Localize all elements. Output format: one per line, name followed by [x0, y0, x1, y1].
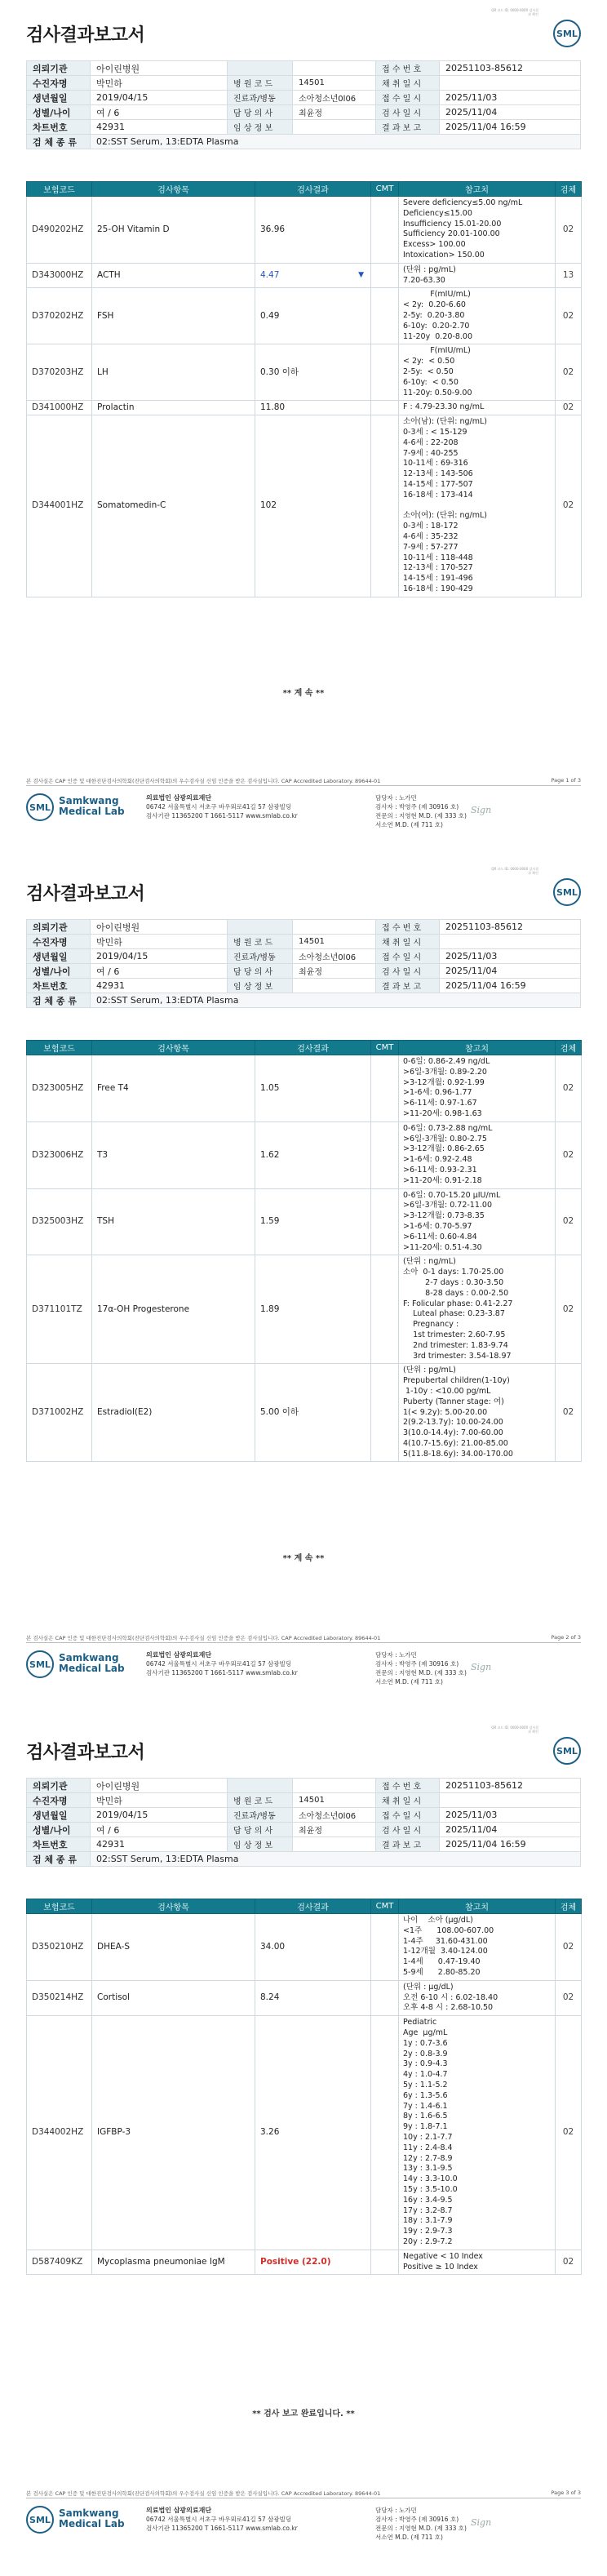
test-name: TSH [92, 1188, 255, 1255]
reference-range: (단위 : pg/mL) Prepubertal children(1-10y) 1-10y : <10.00 pg/mL Puberty (Tanner stage: 여) 1(< 9.2y): 5.00-20.00 2(9.2-13.7y): 10.00-24.00 3(10.0-14.4y): 7.00-60.00 4(10.7-15.6y): 21.00-85.00 5(11.8-18.6y): 34.00-170.00 [399, 1364, 556, 1462]
sml-logo-icon: SML [26, 793, 54, 821]
result-value: 36.96 [260, 224, 286, 234]
result-value: 1.62 [260, 1149, 280, 1160]
footer-logo: SML Samkwang Medical Lab [26, 792, 132, 824]
test-name: ACTH [92, 263, 255, 288]
insurance-code: D344002HZ [27, 2016, 92, 2250]
insurance-code: D323005HZ [27, 1055, 92, 1122]
table-row [27, 1188, 582, 1255]
insurance-code: D341000HZ [27, 401, 92, 415]
table-row [27, 1055, 582, 1122]
results-table-page-2: 보험코드 검사항목 검사결과 CMT 참고치 검체 D323005HZ Free T4 1.05 0-6일: 0.86-2.49 ng/dL >6일-3개월: 0.89-2.20 >3-12개월: 0.92-1.99 >1-6세: 0.96-1.77 >6-11세: 0.97-1.67 >11-20세: 0.98-1.63 02 D323006HZ T3 1.62 0-6일: 0.73-2.88 ng/mL >6일-3개월: 0.80-2.75 >3-12개월: 0.86-2.65 >1-6세: 0.92-2.48 >6-11세: 0.93-2.31 >11-20세: 0.91-2.18 02 D325003HZ TSH 1.59 0-6일: 0.70-15.20 μIU/mL >6일-3개월: 0.72-11.00 >3-12개월: 0.73-8.35 >1-6세: 0.70-5.97 >6-11세: 0.60-4.84 >11-20세: 0.51-4.30 02 D371101TZ 17α-OH Progesterone 1.89 (단위 : ng/mL) 소아 0-1 days: 1.70-25.00 2-7 days : 0.30-3.50 8-28 days : 0.00-2.50 F: Folicular phase: 0.41-2.27 Luteal phase: 0.23-3.87 Pregnancy : 1st trimester: 2.60-7.95 2nd trimester: 1.83-9.74 3rd trimester: 3.54-18.97 02 D371002HZ Estradiol(E2) 5.00 이하 (단위 : pg/mL) Prepubertal children(1-10y) 1-10y : <10.00 pg/mL Puberty (Tanner stage: 여) 1(< 9.2y): 5.00-20.00 2(9.2-13.7y): 10.00-24.00 3(10.0-14.4y): 7.00-60.00 4(10.7-15.6y): 21.00-85.00 5(11.8-18.6y): 34.00-170.00 02 [26, 1040, 582, 1462]
specimen-code: 02 [556, 1364, 582, 1462]
specimen-code: 02 [556, 1121, 582, 1188]
reference-range: 소아(남): (단위: ng/mL) 0-3세 : < 15-129 4-6세 : 22-208 7-9세 : 40-255 10-11세 : 69-316 12-13세 : 143-506 14-15세 : 177-507 16-18세 : 173-414 소아(여): (단위: ng/mL) 0-3세 : 18-172 4-6세 : 35-232 7-9세 : 57-277 10-11세 : 118-448 12-13세 : 170-527 14-15세 : 191-496 16-18세 : 190-429 [399, 415, 556, 597]
specimen-code: 13 [556, 263, 582, 288]
insurance-code: D325003HZ [27, 1188, 92, 1255]
reference-range: (단위 : μg/dL) 오전 6-10 시 : 6.02-18.40 오후 4-8 시 : 2.68-10.50 [399, 1980, 556, 2015]
specimen-code: 02 [556, 344, 582, 401]
comment [371, 1980, 399, 2015]
test-name: 25-OH Vitamin D [92, 197, 255, 264]
test-result [255, 263, 371, 288]
end-text: ** 검사 보고 완료입니다. ** [252, 2409, 355, 2418]
insurance-code: D371101TZ [27, 1255, 92, 1364]
test-name: LH [92, 344, 255, 401]
patient-info-table: 의뢰기관 아이린병원 접 수 번 호 20251103-85612 수진자명 박민하 병 원 코 드 14501 채 취 일 시 생년월일 2019/04/15 진료과/병동 소아청소년0l06 접 수 일 시 2025/11/03 성별/나이 여 / 6 담 당 의 사 최윤정 검 사 일 시 2025/11/04 차트번호 42931 임 상 정 보 결 과 보 고 2025/11/04 16:59 검 체 종 류 02:SST Serum, 13:EDTA Plasma [26, 60, 581, 149]
test-name: FSH [92, 288, 255, 344]
signature-icon: Sign [471, 2517, 492, 2528]
insurance-code: D371002HZ [27, 1364, 92, 1462]
table-row [27, 2016, 582, 2250]
sml-logo-icon: SML [553, 20, 581, 47]
patient-name: 박민하 [91, 76, 228, 91]
specimen-code: 02 [556, 288, 582, 344]
table-row [27, 344, 582, 401]
continue-text: ** 계 속 ** [282, 689, 325, 698]
sml-logo-icon: SML [26, 2506, 54, 2534]
results-table-page-1: 보험코드 검사항목 검사결과 CMT 참고치 검체 D490202HZ 25-OH Vitamin D 36.96 Severe deficiency≤5.00 ng/mL Deficiency≤15.00 Insufficiency 15.01-20.00 Sufficiency 20.01-100.00 Excess> 100.00 Intoxication> 150.00 02 D343000HZ ACTH ▼ 4.47 (단위 : pg/mL) 7.20-63.30 13 D370202HZ FSH 0.49 F(mIU/mL) < 2y: 0.20-6.60 2-5y: 0.20-3.80 6-10y: 0.20-2.70 11-20y 0.20-8.00 02 D370203HZ LH 0.30 이하 F(mIU/mL) < 2y: < 0.50 2-5y: < 0.50 6-10y: < 0.50 11-20y: 0.50-9.00 02 D341000HZ Prolactin 11.80 F : 4.79-23.30 ng/mL 02 D344001HZ Somatomedin-C 102 소아(남): (단위: ng/mL) 0-3세 : < 15-129 4-6세 : 22-208 7-9세 : 40-255 10-11세 : 69-316 12-13세 : 143-506 14-15세 : 177-507 16-18세 : 173-414 소아(여): (단위: ng/mL) 0-3세 : 18-172 4-6세 : 35-232 7-9세 : 57-277 10-11세 : 118-448 12-13세 : 170-527 14-15세 : 191-496 16-18세 : 190-429 02 [26, 181, 582, 597]
test-name: Mycoplasma pneumoniae IgM [92, 2250, 255, 2275]
result-value: 102 [260, 500, 277, 511]
comment [371, 1055, 399, 1122]
test-result [255, 1980, 371, 2015]
result-value: 5.00 이하 [260, 1407, 299, 1418]
test-result [255, 1255, 371, 1364]
insurance-code: D323006HZ [27, 1121, 92, 1188]
request-number: 20251103-85612 [440, 61, 581, 76]
report-header: 검사결과보고서 QR 코드 ID. 0000-0000 검사결과 확인 SML [26, 859, 581, 908]
test-name: Somatomedin-C [92, 415, 255, 597]
test-name: 17α-OH Progesterone [92, 1255, 255, 1364]
result-value: Positive (22.0) [260, 2257, 331, 2267]
table-row [27, 401, 582, 415]
insurance-code: D490202HZ [27, 197, 92, 264]
continue-text: ** 계 속 ** [282, 1554, 325, 1563]
insurance-code: D587409KZ [27, 2250, 92, 2275]
result-value: 3.26 [260, 2127, 280, 2138]
comment [371, 1364, 399, 1462]
comment [371, 344, 399, 401]
result-value: 4.47 [260, 270, 280, 281]
comment [371, 415, 399, 597]
result-value: 1.89 [260, 1304, 280, 1314]
specimen-code: 02 [556, 1055, 582, 1122]
page-number: Page 1 of 3 [551, 777, 581, 784]
test-result [255, 1055, 371, 1122]
footer-logo: SML Samkwang Medical Lab [26, 1649, 132, 1681]
reference-range: 0-6일: 0.70-15.20 μIU/mL >6일-3개월: 0.72-11.00 >3-12개월: 0.73-8.35 >1-6세: 0.70-5.97 >6-11세: 0.60-4.84 >11-20세: 0.51-4.30 [399, 1188, 556, 1255]
qr-note: QR 코드 ID. 0000-0000 검사결과 확인 [491, 8, 538, 16]
specimen-code: 02 [556, 415, 582, 597]
specimen-code: 02 [556, 1255, 582, 1364]
signature-icon: Sign [471, 1662, 492, 1672]
comment [371, 2016, 399, 2250]
insurance-code: D350214HZ [27, 1980, 92, 2015]
report-header: 검사결과보고서 QR 코드 ID. 0000-0000 검사결과 확인 SML [26, 1717, 581, 1766]
test-name: T3 [92, 1121, 255, 1188]
specimen-code: 02 [556, 2250, 582, 2275]
reference-range: F : 4.79-23.30 ng/mL [399, 401, 556, 415]
test-name: Free T4 [92, 1055, 255, 1122]
table-row [27, 1255, 582, 1364]
comment [371, 288, 399, 344]
reference-range: Severe deficiency≤5.00 ng/mL Deficiency≤15.00 Insufficiency 15.01-20.00 Sufficiency 20.01-100.00 Excess> 100.00 Intoxication> 150.00 [399, 197, 556, 264]
reference-range: (단위 : pg/mL) 7.20-63.30 [399, 263, 556, 288]
test-name: Estradiol(E2) [92, 1364, 255, 1462]
test-name: Prolactin [92, 401, 255, 415]
table-row [27, 415, 582, 597]
specimen-code: 02 [556, 1980, 582, 2015]
table-row [27, 197, 582, 264]
test-result [255, 1121, 371, 1188]
result-value: 8.24 [260, 1992, 280, 2003]
test-result [255, 1188, 371, 1255]
test-name: Cortisol [92, 1980, 255, 2015]
sml-logo-icon: SML [553, 1737, 581, 1765]
specimen-code: 02 [556, 197, 582, 264]
specimen-code: 02 [556, 1914, 582, 1981]
comment [371, 1914, 399, 1981]
table-row [27, 1121, 582, 1188]
result-value: 1.05 [260, 1082, 280, 1093]
comment [371, 401, 399, 415]
sml-logo-icon: SML [553, 878, 581, 906]
test-result [255, 344, 371, 401]
report-header [26, 0, 581, 49]
reference-range: Pediatric Age μg/mL 1y : 0.7-3.6 2y : 0.8-3.9 3y : 0.9-4.3 4y : 1.0-4.7 5y : 1.1-5.2 6y : 1.3-5.6 7y : 1.4-6.1 8y : 1.6-6.5 9y : 1.8-7.1 10y : 2.1-7.7 11y : 2.4-8.4 12y : 2.7-8.9 13y : 3.1-9.5 14y : 3.3-10.0 15y : 3.5-10.0 16y : 3.4-9.5 17y : 3.2-8.7 18y : 3.1-7.9 19y : 2.9-7.3 20y : 2.9-7.2 [399, 2016, 556, 2250]
sml-logo-icon: SML [26, 1650, 54, 1678]
reference-range: F(mIU/mL) < 2y: < 0.50 2-5y: < 0.50 6-10y: < 0.50 11-20y: 0.50-9.00 [399, 344, 556, 401]
patient-info-table: 의뢰기관 아이린병원 접 수 번 호 20251103-85612 수진자명 박민하 병 원 코 드 14501 채 취 일 시 생년월일 2019/04/15 진료과/병동 소아청소년0l06 접 수 일 시 2025/11/03 성별/나이 여 / 6 담 당 의 사 최윤정 검 사 일 시 2025/11/04 차트번호 42931 임 상 정 보 결 과 보 고 2025/11/04 16:59 검 체 종 류 02:SST Serum, 13:EDTA Plasma [26, 1778, 581, 1867]
report-title: 검사결과보고서 [26, 25, 145, 46]
test-result [255, 1914, 371, 1981]
specimen-code: 02 [556, 1188, 582, 1255]
result-value: 34.00 [260, 1941, 286, 1952]
table-row [27, 263, 582, 288]
reference-range: 나이 소아 (μg/dL) <1주 108.00-607.00 1-4주 31.60-431.00 1-12개월 3.40-124.00 1-4세 0.47-19.40 5-9세 2.80-85.20 [399, 1914, 556, 1981]
test-name: IGFBP-3 [92, 2016, 255, 2250]
result-value: 11.80 [260, 402, 286, 413]
comment [371, 197, 399, 264]
signature-icon: Sign [471, 805, 492, 815]
report-page-1: 검사결과보고서 QR 코드 ID. 0000-0000 검사결과 확인 SML 의뢰기관 아이린병원 접 수 번 호 20251103-85612 수진자명 박민하 병 원 코 드 14501 채 취 일 시 생년월일 2019/04/15 진료과/병동 소아청소년0l06 접 수 일 시 2025/11/03 성별/나이 여 / 6 담 당 의 사 최윤정 검 사 일 시 2025/11/04 차트번호 42931 임 상 정 보 결 과 보 고 2025/11/04 16:59 검 체 종 류 02:SST Serum, 13:EDTA Plasma 보험코드 검사항목 검사결과 CMT 참고치 검체 D490202HZ 25-OH Vitamin D 36.96 Severe deficiency≤5.00 ng/mL Deficiency≤15.00 Insufficiency 15.01-20.00 Sufficiency 20.01-100.00 Excess> 100.00 Intoxication> 150.00 02 D343000HZ ACTH ▼ 4.47 (단위 : pg/mL) 7.20-63.30 13 D370202HZ FSH 0.49 F(mIU/mL) < 2y: 0.20-6.60 2-5y: 0.20-3.80 6-10y: 0.20-2.70 11-20y 0.20-8.00 02 D370203HZ LH 0.30 이하 F(mIU/mL) < 2y: < 0.50 2-5y: < 0.50 6-10y: < 0.50 11-20y: 0.50-9.00 02 D341000HZ Prolactin 11.80 F : 4.79-23.30 ng/mL 02 D344001HZ Somatomedin-C 102 소아(남): (단위: ng/mL) 0-3세 : < 15-129 4-6세 : 22-208 7-9세 : 40-255 10-11세 : 69-316 12-13세 : 143-506 14-15세 : 177-507 16-18세 : 173-414 소아(여): (단위: ng/mL) 0-3세 : 18-172 4-6세 : 35-232 7-9세 : 57-277 10-11세 : 118-448 12-13세 : 170-527 14-15세 : 191-496 16-18세 : 190-429 02 ** 계 속 ** 본 검사실은 CAP 인증 및 대한진단검사의학회(진단검사의학회)의 우수검사실 신임 인증을 받은 검사실입니다. CAP Accredited Laboratory. 89644-01 Page 1 of 3 SML Samkwang Medical Lab 의료법인 삼광의료재단 06742 서울특별시 서초구 바우뫼로41길 57 삼광빌딩 검사기관 11365200 T 1661-5117 www.smlab.co.kr 담당자 : 노가민 검사자 : 박영주 (제 30916 호) 전문의 : 지영현 M.D. (제 333 호) 서소연 M.D. (제 711 호) Sign [0, 0, 607, 859]
result-value: 1.59 [260, 1216, 280, 1227]
insurance-code: D343000HZ [27, 263, 92, 288]
insurance-code: D344001HZ [27, 415, 92, 597]
table-row [27, 1980, 582, 2015]
low-flag-icon: ▼ [358, 271, 364, 280]
report-page-2: 검사결과보고서 QR 코드 ID. 0000-0000 검사결과 확인 SML 의뢰기관 아이린병원 접 수 번 호 20251103-85612 수진자명 박민하 병 원 코 드 14501 채 취 일 시 생년월일 2019/04/15 진료과/병동 소아청소년0l06 접 수 일 시 2025/11/03 성별/나이 여 / 6 담 당 의 사 최윤정 검 사 일 시 2025/11/04 차트번호 42931 임 상 정 보 결 과 보 고 2025/11/04 16:59 검 체 종 류 02:SST Serum, 13:EDTA Plasma 보험코드 검사항목 검사결과 CMT 참고치 검체 D323005HZ Free T4 1.05 0-6일: 0.86-2.49 ng/dL >6일-3개월: 0.89-2.20 >3-12개월: 0.92-1.99 >1-6세: 0.96-1.77 >6-11세: 0.97-1.67 >11-20세: 0.98-1.63 02 D323006HZ T3 1.62 0-6일: 0.73-2.88 ng/mL >6일-3개월: 0.80-2.75 >3-12개월: 0.86-2.65 >1-6세: 0.92-2.48 >6-11세: 0.93-2.31 >11-20세: 0.91-2.18 02 D325003HZ TSH 1.59 0-6일: 0.70-15.20 μIU/mL >6일-3개월: 0.72-11.00 >3-12개월: 0.73-8.35 >1-6세: 0.70-5.97 >6-11세: 0.60-4.84 >11-20세: 0.51-4.30 02 D371101TZ 17α-OH Progesterone 1.89 (단위 : ng/mL) 소아 0-1 days: 1.70-25.00 2-7 days : 0.30-3.50 8-28 days : 0.00-2.50 F: Folicular phase: 0.41-2.27 Luteal phase: 0.23-3.87 Pregnancy : 1st trimester: 2.60-7.95 2nd trimester: 1.83-9.74 3rd trimester: 3.54-18.97 02 D371002HZ Estradiol(E2) 5.00 이하 (단위 : pg/mL) Prepubertal children(1-10y) 1-10y : <10.00 pg/mL Puberty (Tanner stage: 여) 1(< 9.2y): 5.00-20.00 2(9.2-13.7y): 10.00-24.00 3(10.0-14.4y): 7.00-60.00 4(10.7-15.6y): 21.00-85.00 5(11.8-18.6y): 34.00-170.00 02 ** 계 속 ** 본 검사실은 CAP 인증 및 대한진단검사의학회(진단검사의학회)의 우수검사실 신임 인증을 받은 검사실입니다. CAP Accredited Laboratory. 89644-01 Page 2 of 3 SML Samkwang Medical Lab 의료법인 삼광의료재단 06742 서울특별시 서초구 바우뫼로41길 57 삼광빌딩 검사기관 11365200 T 1661-5117 www.smlab.co.kr 담당자 : 노가민 검사자 : 박영주 (제 30916 호) 전문의 : 지영현 M.D. (제 333 호) 서소연 M.D. (제 711 호) Sign [0, 859, 607, 1717]
insurance-code: D370203HZ [27, 344, 92, 401]
footer-logo: SML Samkwang Medical Lab [26, 2504, 132, 2537]
results-table-page-3: 보험코드 검사항목 검사결과 CMT 참고치 검체 D350210HZ DHEA-S 34.00 나이 소아 (μg/dL) <1주 108.00-607.00 1-4주 31.60-431.00 1-12개월 3.40-124.00 1-4세 0.47-19.40 5-9세 2.80-85.20 02 D350214HZ Cortisol 8.24 (단위 : μg/dL) 오전 6-10 시 : 6.02-18.40 오후 4-8 시 : 2.68-10.50 02 D344002HZ IGFBP-3 3.26 Pediatric Age μg/mL 1y : 0.7-3.6 2y : 0.8-3.9 3y : 0.9-4.3 4y : 1.0-4.7 5y : 1.1-5.2 6y : 1.3-5.6 7y : 1.4-6.1 8y : 1.6-6.5 9y : 1.8-7.1 10y : 2.1-7.7 11y : 2.4-8.4 12y : 2.7-8.9 13y : 3.1-9.5 14y : 3.3-10.0 15y : 3.5-10.0 16y : 3.4-9.5 17y : 3.2-8.7 18y : 3.1-7.9 19y : 2.9-7.3 20y : 2.9-7.2 02 D587409KZ Mycoplasma pneumoniae IgM Positive (22.0) Negative < 10 Index Positive ≥ 10 Index 02 [26, 1899, 582, 2275]
reference-range: (단위 : ng/mL) 소아 0-1 days: 1.70-25.00 2-7 days : 0.30-3.50 8-28 days : 0.00-2.50 F: Folicular phase: 0.41-2.27 Luteal phase: 0.23-3.87 Pregnancy : 1st trimester: 2.60-7.95 2nd trimester: 1.83-9.74 3rd trimester: 3.54-18.97 [399, 1255, 556, 1364]
test-name: DHEA-S [92, 1914, 255, 1981]
test-result [255, 1364, 371, 1462]
reference-range: 0-6일: 0.73-2.88 ng/mL >6일-3개월: 0.80-2.75 >3-12개월: 0.86-2.65 >1-6세: 0.92-2.48 >6-11세: 0.93-2.31 >11-20세: 0.91-2.18 [399, 1121, 556, 1188]
reference-range: Negative < 10 Index Positive ≥ 10 Index [399, 2250, 556, 2275]
test-result [255, 2250, 371, 2275]
test-result [255, 288, 371, 344]
insurance-code: D350210HZ [27, 1914, 92, 1981]
reference-range: 0-6일: 0.86-2.49 ng/dL >6일-3개월: 0.89-2.20 >3-12개월: 0.92-1.99 >1-6세: 0.96-1.77 >6-11세: 0.97-1.67 >11-20세: 0.98-1.63 [399, 1055, 556, 1122]
table-row [27, 1914, 582, 1981]
comment [371, 1255, 399, 1364]
comment [371, 2250, 399, 2275]
patient-info-table: 의뢰기관 아이린병원 접 수 번 호 20251103-85612 수진자명 박민하 병 원 코 드 14501 채 취 일 시 생년월일 2019/04/15 진료과/병동 소아청소년0l06 접 수 일 시 2025/11/03 성별/나이 여 / 6 담 당 의 사 최윤정 검 사 일 시 2025/11/04 차트번호 42931 임 상 정 보 결 과 보 고 2025/11/04 16:59 검 체 종 류 02:SST Serum, 13:EDTA Plasma [26, 919, 581, 1008]
test-result [255, 2016, 371, 2250]
table-row [27, 1364, 582, 1462]
specimen-code: 02 [556, 401, 582, 415]
specimen-code: 02 [556, 2016, 582, 2250]
page-number: Page 3 of 3 [551, 2489, 581, 2496]
reference-range: F(mIU/mL) < 2y: 0.20-6.60 2-5y: 0.20-3.80 6-10y: 0.20-2.70 11-20y 0.20-8.00 [399, 288, 556, 344]
test-result [255, 415, 371, 597]
report-page-3: 검사결과보고서 QR 코드 ID. 0000-0000 검사결과 확인 SML 의뢰기관 아이린병원 접 수 번 호 20251103-85612 수진자명 박민하 병 원 코 드 14501 채 취 일 시 생년월일 2019/04/15 진료과/병동 소아청소년0l06 접 수 일 시 2025/11/03 성별/나이 여 / 6 담 당 의 사 최윤정 검 사 일 시 2025/11/04 차트번호 42931 임 상 정 보 결 과 보 고 2025/11/04 16:59 검 체 종 류 02:SST Serum, 13:EDTA Plasma 보험코드 검사항목 검사결과 CMT 참고치 검체 D350210HZ DHEA-S 34.00 나이 소아 (μg/dL) <1주 108.00-607.00 1-4주 31.60-431.00 1-12개월 3.40-124.00 1-4세 0.47-19.40 5-9세 2.80-85.20 02 D350214HZ Cortisol 8.24 (단위 : μg/dL) 오전 6-10 시 : 6.02-18.40 오후 4-8 시 : 2.68-10.50 02 D344002HZ IGFBP-3 3.26 Pediatric Age μg/mL 1y : 0.7-3.6 2y : 0.8-3.9 3y : 0.9-4.3 4y : 1.0-4.7 5y : 1.1-5.2 6y : 1.3-5.6 7y : 1.4-6.1 8y : 1.6-6.5 9y : 1.8-7.1 10y : 2.1-7.7 11y : 2.4-8.4 12y : 2.7-8.9 13y : 3.1-9.5 14y : 3.3-10.0 15y : 3.5-10.0 16y : 3.4-9.5 17y : 3.2-8.7 18y : 3.1-7.9 19y : 2.9-7.3 20y : 2.9-7.2 02 D587409KZ Mycoplasma pneumoniae IgM Positive (22.0) Negative < 10 Index Positive ≥ 10 Index 02 ** 검사 보고 완료입니다. ** 본 검사실은 CAP 인증 및 대한진단검사의학회(진단검사의학회)의 우수검사실 신임 인증을 받은 검사실입니다. CAP Accredited Laboratory. 89644-01 Page 3 of 3 SML Samkwang Medical Lab 의료법인 삼광의료재단 06742 서울특별시 서초구 바우뫼로41길 57 삼광빌딩 검사기관 11365200 T 1661-5117 www.smlab.co.kr 담당자 : 노가민 검사자 : 박영주 (제 30916 호) 전문의 : 지영현 M.D. (제 333 호) 서소연 M.D. (제 711 호) Sign [0, 1717, 607, 2576]
hospital-name: 아이린병원 [91, 61, 228, 76]
result-value: 0.30 이하 [260, 366, 299, 377]
comment [371, 1121, 399, 1188]
test-result [255, 401, 371, 415]
table-row [27, 2250, 582, 2275]
table-row [27, 288, 582, 344]
insurance-code: D370202HZ [27, 288, 92, 344]
result-value: 0.49 [260, 310, 280, 321]
comment [371, 263, 399, 288]
comment [371, 1188, 399, 1255]
page-number: Page 2 of 3 [551, 1634, 581, 1641]
test-result [255, 197, 371, 264]
